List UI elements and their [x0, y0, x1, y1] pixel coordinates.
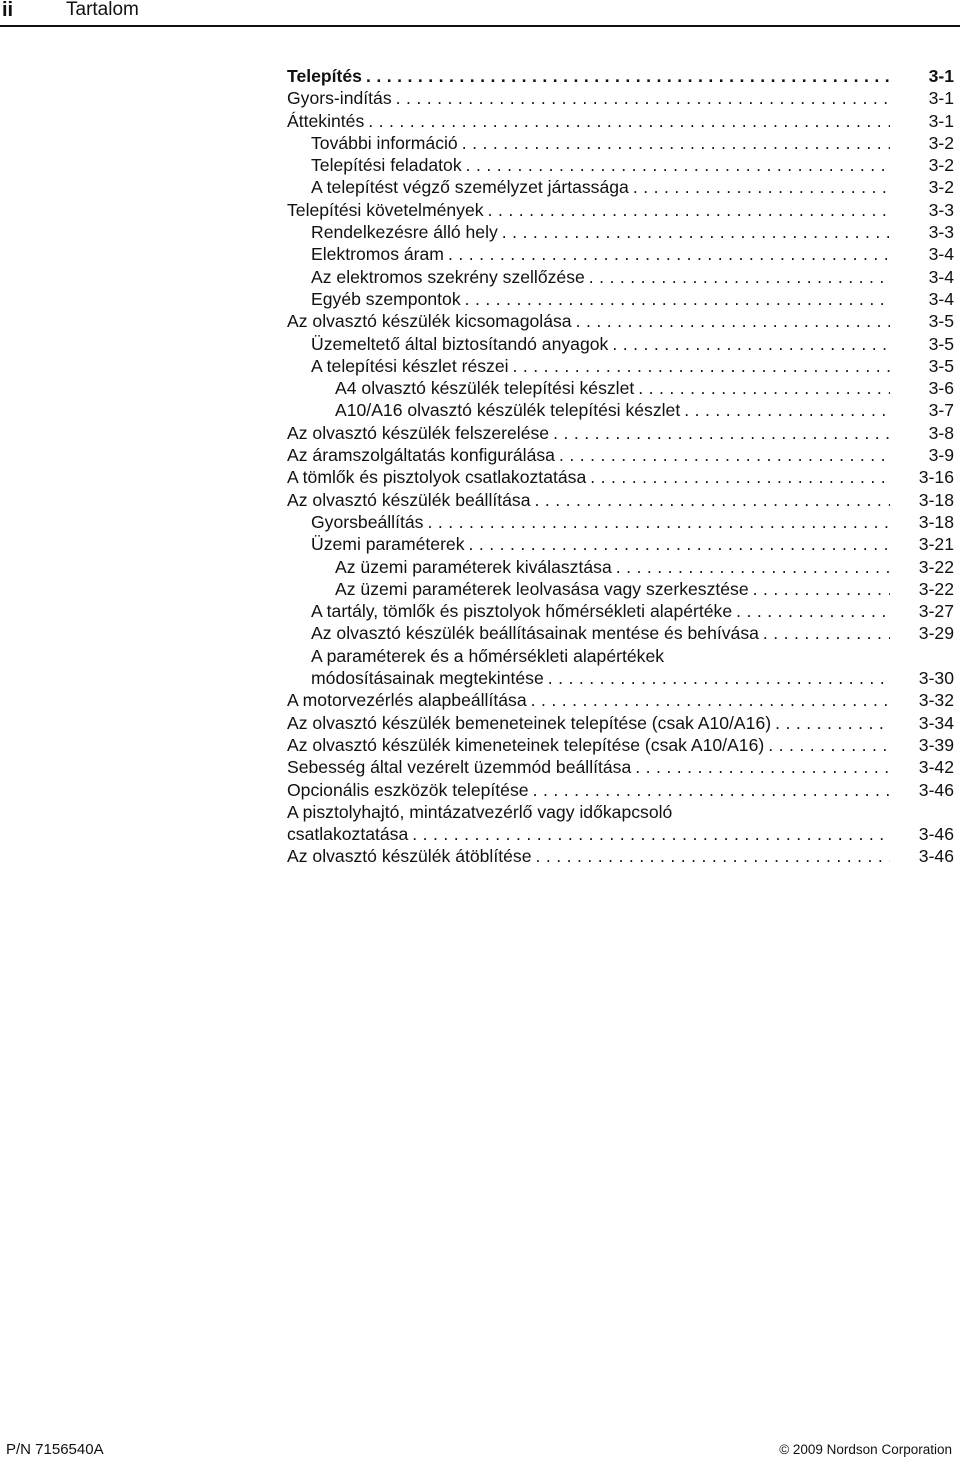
dot-leader [396, 87, 890, 109]
dot-leader [488, 199, 890, 221]
toc-entry-title-continued: módosításainak megtekintése [311, 668, 544, 689]
dot-leader [535, 845, 890, 867]
toc-entry-page: 3-1 [928, 88, 954, 109]
toc-entry-page: 3-2 [928, 177, 954, 198]
dot-leader [616, 556, 890, 578]
page-footer [0, 1438, 960, 1462]
dot-leader [469, 533, 890, 555]
toc-entry-page: 3-3 [928, 222, 954, 243]
dot-leader [465, 288, 890, 310]
toc-entry-page: 3-1 [928, 66, 954, 86]
dot-leader [736, 600, 890, 622]
toc-entry-title: Gyors-indítás [287, 88, 392, 109]
dot-leader [535, 489, 890, 511]
dot-leader [775, 712, 890, 734]
toc-entry-title: Üzemi paraméterek [311, 534, 465, 555]
toc-entry-page: 3-8 [928, 422, 954, 443]
toc-entry[interactable] [287, 266, 954, 288]
toc-entry[interactable] [287, 645, 954, 690]
table-of-contents [287, 65, 954, 868]
toc-entry-page: 3-21 [918, 534, 954, 555]
toc-entry-page: 3-3 [928, 199, 954, 220]
dot-leader [590, 466, 890, 488]
dot-leader [553, 422, 890, 444]
toc-entry[interactable] [287, 199, 954, 221]
toc-entry-title: Az áramszolgáltatás konfigurálása [287, 445, 555, 466]
toc-entry-title: A telepítési készlet részei [311, 355, 509, 376]
toc-entry-page: 3-42 [918, 757, 954, 778]
toc-entry-page: 3-1 [928, 110, 954, 131]
toc-entry-page: 3-39 [918, 734, 954, 755]
dot-leader [513, 355, 890, 377]
toc-entry[interactable] [287, 600, 954, 622]
toc-entry[interactable] [287, 466, 954, 488]
dot-leader [753, 578, 890, 600]
dot-leader [368, 110, 890, 132]
toc-entry-page: 3-6 [928, 378, 954, 399]
toc-entry[interactable] [287, 578, 954, 600]
toc-entry-page: 3-4 [928, 244, 954, 265]
toc-entry-page: 3-22 [918, 556, 954, 577]
toc-entry[interactable] [287, 444, 954, 466]
dot-leader [763, 622, 890, 644]
toc-entry-title: Gyorsbeállítás [311, 511, 424, 532]
toc-entry-title: Az olvasztó készülék felszerelése [287, 422, 550, 443]
toc-entry-page: 3-7 [928, 400, 954, 421]
toc-entry-page: 3-4 [928, 266, 954, 287]
toc-entry[interactable] [287, 65, 954, 87]
header-title: Tartalom [66, 0, 139, 20]
toc-entry-title: Az olvasztó készülék beállításainak mentése és behívása [311, 623, 759, 644]
toc-entry-page: 3-27 [918, 601, 954, 622]
toc-entry[interactable] [287, 399, 954, 421]
toc-entry-page: 3-5 [928, 333, 954, 354]
toc-entry-page: 3-5 [928, 355, 954, 376]
toc-entry[interactable] [287, 355, 954, 377]
toc-entry[interactable] [287, 132, 954, 154]
toc-entry-title: Telepítési feladatok [311, 155, 462, 176]
dot-leader [366, 65, 890, 87]
toc-entry[interactable] [287, 689, 954, 711]
dot-leader [559, 444, 890, 466]
toc-entry-page: 3-18 [918, 511, 954, 532]
toc-entry[interactable] [287, 622, 954, 644]
toc-entry-title: Az olvasztó készülék átöblítése [287, 846, 532, 867]
toc-entry[interactable] [287, 734, 954, 756]
toc-entry[interactable] [287, 801, 954, 846]
toc-entry[interactable] [287, 779, 954, 801]
toc-entry[interactable] [287, 712, 954, 734]
toc-entry[interactable] [287, 845, 954, 867]
dot-leader [633, 176, 890, 198]
toc-entry[interactable] [287, 533, 954, 555]
toc-entry-title: A10/A16 olvasztó készülék telepítési készlet [335, 400, 681, 421]
toc-entry-title: A telepítést végző személyzet jártassága [311, 177, 629, 198]
toc-entry-page: 3-2 [928, 155, 954, 176]
dot-leader [466, 154, 890, 176]
toc-entry-title: Üzemeltető által biztosítandó anyagok [311, 333, 609, 354]
dot-leader [635, 756, 890, 778]
part-number: P/N 7156540A [6, 1441, 104, 1458]
dot-leader [533, 779, 890, 801]
toc-entry[interactable] [287, 556, 954, 578]
toc-entry-title: A4 olvasztó készülék telepítési készlet [335, 378, 635, 399]
copyright: © 2009 Nordson Corporation [779, 1442, 952, 1457]
toc-entry-page: 3-30 [918, 668, 954, 689]
toc-entry-page: 3-46 [918, 846, 954, 867]
toc-entry[interactable] [287, 288, 954, 310]
toc-entry-page: 3-22 [918, 578, 954, 599]
dot-leader [589, 266, 890, 288]
toc-entry-title: A tömlők és pisztolyok csatlakoztatása [287, 467, 587, 488]
toc-entry[interactable] [287, 176, 954, 198]
toc-entry[interactable] [287, 511, 954, 533]
toc-entry-title: Elektromos áram [311, 244, 444, 265]
toc-entry-title: Az üzemi paraméterek kiválasztása [335, 556, 612, 577]
toc-entry[interactable] [287, 154, 954, 176]
toc-entry-title: Sebesség által vezérelt üzemmód beállítása [287, 757, 632, 778]
header-rule [0, 25, 960, 27]
toc-entry-page: 3-4 [928, 288, 954, 309]
toc-entry-title: Az elektromos szekrény szellőzése [311, 266, 585, 287]
toc-entry-title: Az üzemi paraméterek leolvasása vagy szerkesztése [335, 578, 749, 599]
toc-entry-title: Egyéb szempontok [311, 288, 461, 309]
toc-entry-page: 3-9 [928, 445, 954, 466]
dot-leader [638, 377, 890, 399]
toc-entry-page: 3-32 [918, 690, 954, 711]
toc-entry[interactable] [287, 489, 954, 511]
toc-entry-title: A tartály, tömlők és pisztolyok hőmérsékleti alapértéke [311, 601, 733, 622]
toc-entry-title: Rendelkezésre álló hely [311, 222, 498, 243]
toc-entry-title: A pisztolyhajtó, mintázatvezérlő vagy időkapcsoló [287, 801, 673, 822]
toc-entry-page: 3-2 [928, 132, 954, 153]
dot-leader [576, 310, 890, 332]
toc-entry[interactable] [287, 243, 954, 265]
toc-entry[interactable] [287, 422, 954, 444]
dot-leader [612, 333, 890, 355]
toc-entry-title: Telepítési követelmények [287, 199, 484, 220]
toc-entry[interactable] [287, 221, 954, 243]
toc-entry-title-continued: csatlakoztatása [287, 824, 409, 845]
dot-leader [548, 667, 890, 689]
page-number: ii [2, 0, 14, 21]
toc-entry-title: Az olvasztó készülék beállítása [287, 489, 531, 510]
dot-leader [531, 689, 890, 711]
toc-entry-title: További információ [311, 132, 458, 153]
toc-entry-page: 3-18 [918, 489, 954, 510]
toc-entry-page: 3-29 [918, 623, 954, 644]
dot-leader [412, 823, 890, 845]
toc-entry-title: Áttekintés [287, 110, 365, 131]
dot-leader [684, 399, 890, 421]
toc-entry-title: A paraméterek és a hőmérsékleti alapértékek [311, 645, 665, 666]
toc-entry-page: 3-16 [918, 467, 954, 488]
toc-entry-title: Telepítés [287, 66, 362, 86]
toc-entry[interactable] [287, 310, 954, 332]
dot-leader [462, 132, 890, 154]
dot-leader [448, 243, 890, 265]
toc-entry[interactable] [287, 756, 954, 778]
toc-entry[interactable] [287, 333, 954, 355]
dot-leader [768, 734, 890, 756]
toc-entry[interactable] [287, 377, 954, 399]
toc-entry-title: Az olvasztó készülék bemeneteinek telepítése (csak A10/A16) [287, 712, 772, 733]
toc-entry[interactable] [287, 110, 954, 132]
toc-entry-page: 3-46 [918, 824, 954, 845]
page-header [0, 0, 960, 24]
toc-entry[interactable] [287, 87, 954, 109]
toc-entry-title: Az olvasztó készülék kimeneteinek telepítése (csak A10/A16) [287, 734, 765, 755]
toc-entry-page: 3-34 [918, 712, 954, 733]
toc-entry-page: 3-46 [918, 779, 954, 800]
dot-leader [427, 511, 890, 533]
toc-entry-title: A motorvezérlés alapbeállítása [287, 690, 527, 711]
toc-entry-page: 3-5 [928, 311, 954, 332]
toc-entry-title: Az olvasztó készülék kicsomagolása [287, 311, 572, 332]
dot-leader [502, 221, 890, 243]
toc-entry-title: Opcionális eszközök telepítése [287, 779, 529, 800]
